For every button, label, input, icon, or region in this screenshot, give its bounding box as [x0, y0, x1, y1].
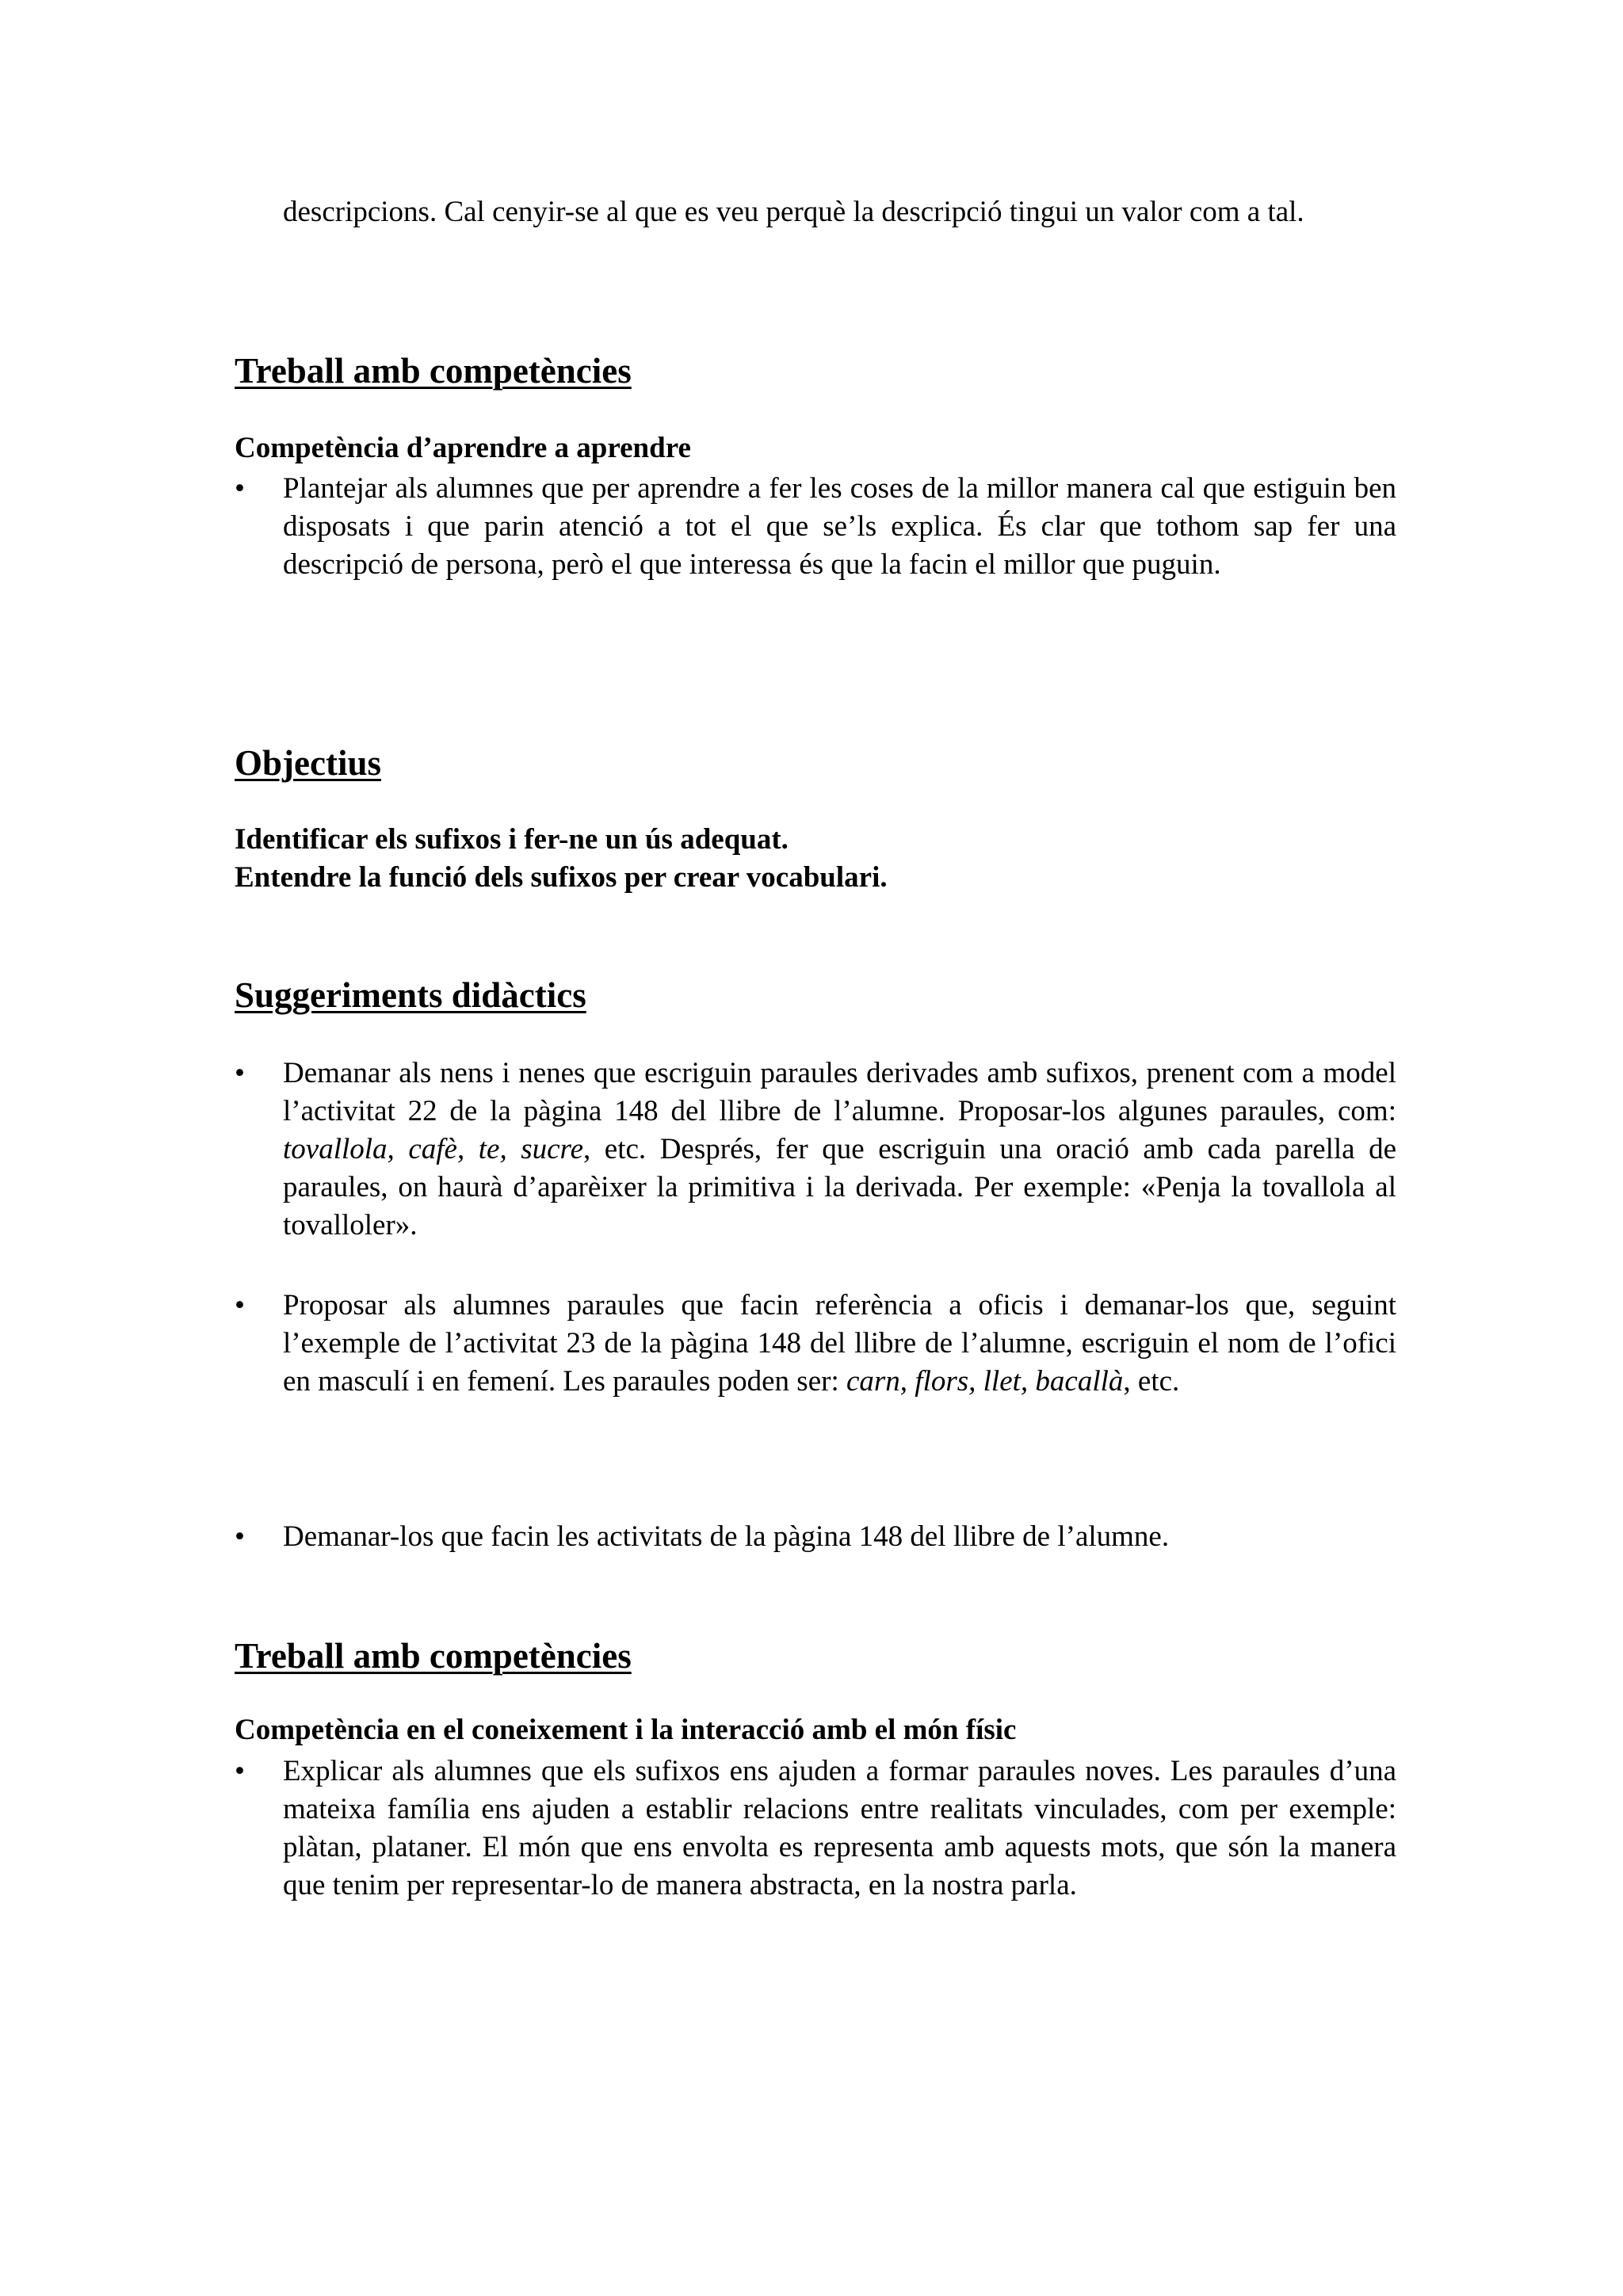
subheading-aprendre: Competència d’aprendre a aprendre	[235, 432, 691, 464]
section-heading-suggeriments: Suggeriments didàctics	[235, 975, 586, 1015]
section-heading-objectius: Objectius	[235, 743, 381, 783]
bullet-text: Demanar-los que facin les activitats de la pàgina 148 del llibre de l’alumne.	[283, 1520, 1170, 1553]
bullet-icon: •	[235, 1520, 245, 1553]
bullet-icon: •	[235, 1755, 245, 1787]
objective-line: Identificar els sufixos i fer-ne un ús adequat.	[235, 823, 789, 856]
bullet-text: Demanar als nens i nenes que escriguin paraules derivades amb sufixos, prenent com a model l’activitat 22 de la pàgina 148 del llibre de l’alumne. Proposar-los algunes paraules, com: tovallola, cafè, te, sucre, etc. Després, fer que escriguin una oració amb cada parella de paraules, on haurà d’aparèixer la primitiva i la derivada. Per exemple: «Penja la tovallola al tovalloler».	[283, 1057, 1397, 1241]
bullet-text: Explicar als alumnes que els sufixos ens ajuden a formar paraules noves. Les paraules d’una mateixa família ens ajuden a establir relacions entre realitats vinculades, com per exemple: plàtan, plataner. El món que ens envolta es representa amb aquests mots, que són la manera que tenim per representar-lo de manera abstracta, en la nostra parla.	[283, 1755, 1396, 1901]
intro-paragraph: descripcions. Cal cenyir-se al que es veu perquè la descripció tingui un valor com a tal.	[283, 196, 1304, 228]
bullet-icon: •	[235, 472, 245, 505]
bullet-text: Proposar als alumnes paraules que facin referència a oficis i demanar-los que, seguint l’exemple de l’activitat 23 de la pàgina 148 del llibre de l’alumne, escriguin el nom de l’ofici en masculí i en femení. Les paraules poden ser: carn, flors, llet, bacallà, etc.	[283, 1289, 1396, 1398]
section-heading-competencies-2: Treball amb competències	[235, 1636, 632, 1676]
subheading-mon-fisic: Competència en el coneixement i la interacció amb el món físic	[235, 1714, 1017, 1746]
section-heading-competencies-1: Treball amb competències	[235, 351, 632, 391]
bullet-icon: •	[235, 1057, 245, 1089]
bullet-text: Plantejar als alumnes que per aprendre a fer les coses de la millor manera cal que estiguin ben disposats i que parin atenció a tot el que se’ls explica. És clar que tothom sap fer una descripció de persona, però el que interessa és que la facin el millor que puguin.	[283, 472, 1396, 581]
bullet-icon: •	[235, 1289, 245, 1322]
objective-line: Entendre la funció dels sufixos per crear vocabulari.	[235, 861, 888, 894]
